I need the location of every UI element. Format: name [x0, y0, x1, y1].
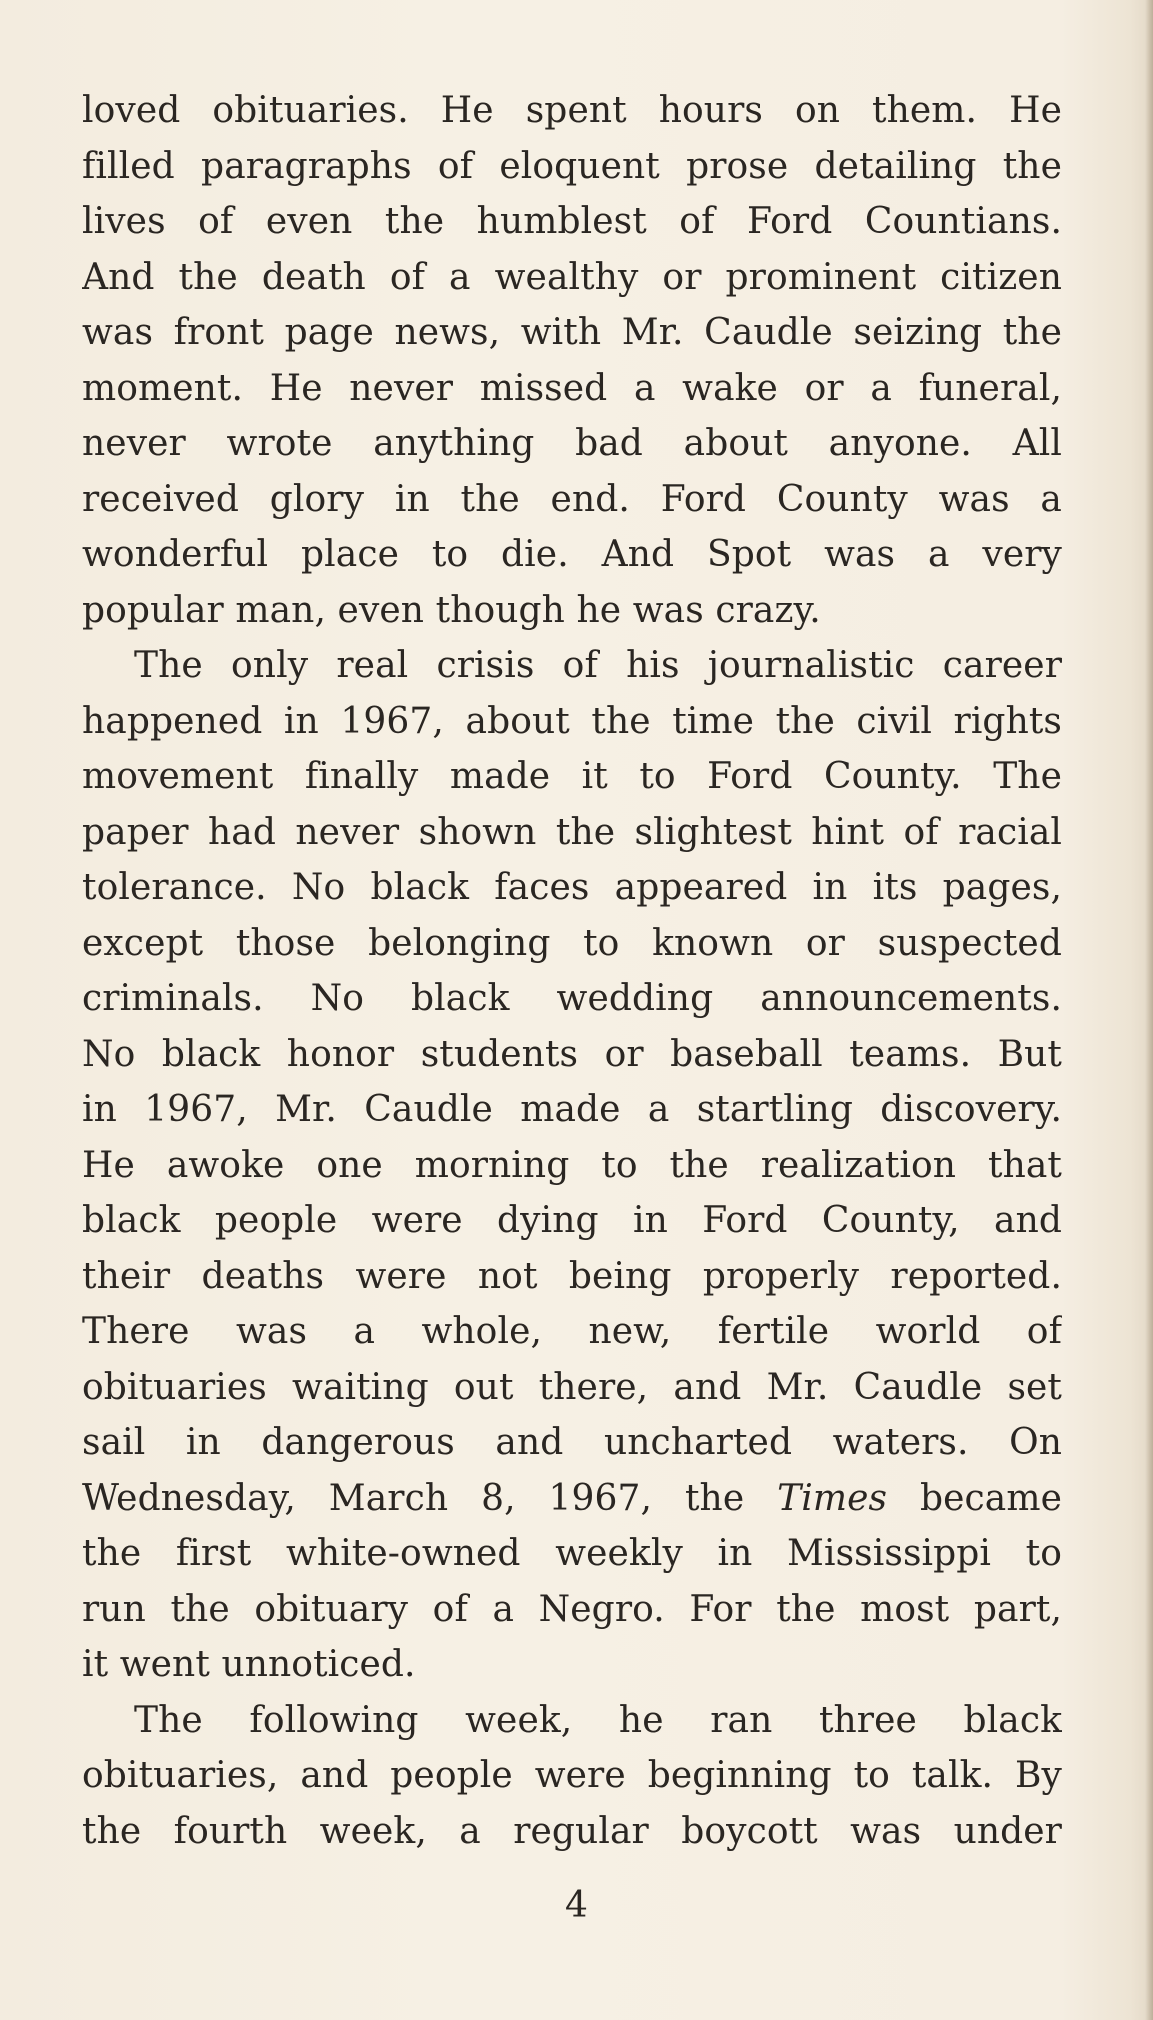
text-line: happened in 1967, about the time the civil rights: [82, 700, 1062, 742]
text-line: in 1967, Mr. Caudle made a startling discovery.: [82, 1089, 1062, 1130]
body-text: [82, 83, 1062, 1859]
text-run: became: [887, 1477, 1062, 1519]
text-line: except those belonging to known or suspected: [82, 922, 1062, 964]
text-line: The only real crisis of his journalistic career: [134, 645, 1062, 686]
text-line: run the obituary of a Negro. For the most part,: [82, 1588, 1062, 1630]
text-line: never wrote anything bad about anyone. All: [82, 423, 1062, 464]
italic-title: Times: [777, 1477, 888, 1519]
text-line: popular man, even though he was crazy.: [82, 589, 821, 631]
text-line: loved obituaries. He spent hours on them. He: [82, 90, 1062, 131]
text-line: No black honor students or baseball teams. But: [82, 1033, 1062, 1075]
page-number: 4: [565, 1885, 588, 1926]
text-line: obituaries waiting out there, and Mr. Caudle set: [82, 1366, 1062, 1408]
text-line: The following week, he ran three black: [134, 1699, 1062, 1741]
text-line: received glory in the end. Ford County was a: [82, 478, 1062, 520]
text-run: Wednesday, March 8, 1967, the: [82, 1477, 778, 1519]
text-line: their deaths were not being properly reported.: [82, 1255, 1062, 1297]
text-line: it went unnoticed.: [82, 1644, 416, 1685]
text-line: tolerance. No black faces appeared in its pages,: [82, 867, 1062, 908]
text-line: There was a whole, new, fertile world of: [82, 1311, 1062, 1352]
text-line: black people were dying in Ford County, and: [82, 1200, 1062, 1241]
text-line: He awoke one morning to the realization that: [82, 1144, 1062, 1186]
text-line: the first white-owned weekly in Mississippi to: [82, 1533, 1062, 1574]
text-line: filled paragraphs of eloquent prose detailing the: [82, 145, 1062, 187]
page-edge-shadow: [1145, 0, 1153, 2020]
text-line: obituaries, and people were beginning to talk. By: [82, 1755, 1062, 1796]
text-line: the fourth week, a regular boycott was under: [82, 1810, 1062, 1852]
text-line: movement finally made it to Ford County. The: [82, 756, 1062, 797]
text-line: was front page news, with Mr. Caudle seizing the: [82, 312, 1062, 353]
text-line: lives of even the humblest of Ford Countians.: [82, 201, 1062, 242]
text-line: And the death of a wealthy or prominent citizen: [82, 256, 1062, 298]
text-line: criminals. No black wedding announcements.: [82, 978, 1062, 1019]
text-line: sail in dangerous and uncharted waters. On: [82, 1422, 1062, 1463]
text-line: paper had never shown the slightest hint of racial: [82, 811, 1062, 853]
text-line: moment. He never missed a wake or a funeral,: [82, 367, 1062, 409]
text-line: wonderful place to die. And Spot was a very: [82, 534, 1062, 575]
text-line-with-italic: [82, 1471, 1062, 1527]
